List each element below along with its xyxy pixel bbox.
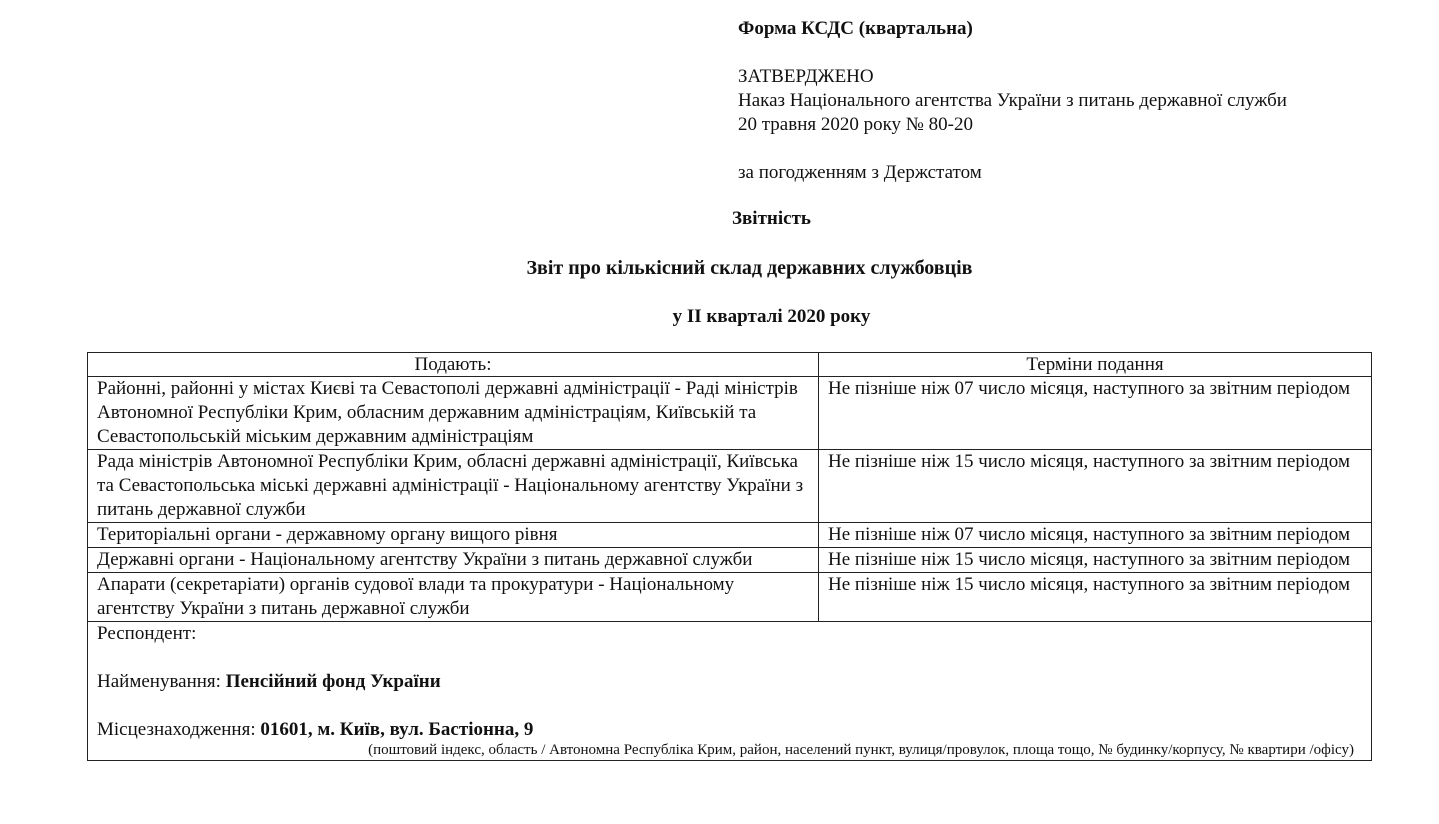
- table-row: [88, 573, 1372, 622]
- table-row: [88, 450, 1372, 523]
- deadline-cell: Не пізніше ніж 15 число місяця, наступного за звітним періодом: [819, 573, 1372, 622]
- report-period: у II кварталі 2020 року: [672, 306, 871, 327]
- order-line-2: 20 травня 2020 року № 80-20: [738, 114, 974, 135]
- deadline-cell: Не пізніше ніж 07 число місяця, наступного за звітним періодом: [819, 523, 1372, 548]
- approval-block: [738, 65, 1418, 137]
- respondent-cell: [88, 622, 1372, 761]
- table-row: [88, 377, 1372, 450]
- table-row: [88, 548, 1372, 573]
- form-title: Форма КСДС (квартальна): [738, 18, 973, 39]
- submission-table: [87, 352, 1372, 761]
- respondent-location-line: [97, 718, 1362, 742]
- submitter-cell: Районні, районні у містах Києві та Севастополі державні адміністрації - Раді міністрів Автономної Республіки Крим, обласним державним адміністраціям, Київській та Севастопольській міським державним адміністраціям: [88, 377, 819, 450]
- respondent-name-line: [97, 670, 1362, 694]
- reporting-heading: Звітність: [732, 208, 811, 229]
- submitter-cell: Рада міністрів Автономної Республіки Крим, обласні державні адміністрації, Київська та Севастопольська міські державні адміністрації - Національному агентству України з питань державної служби: [88, 450, 819, 523]
- submitter-cell: Державні органи - Національному агентству України з питань державної служби: [88, 548, 819, 573]
- submitter-cell: Територіальні органи - державному органу вищого рівня: [88, 523, 819, 548]
- respondent-label: Респондент:: [97, 623, 197, 644]
- respondent-row: [88, 622, 1372, 761]
- header-submitters: Подають:: [88, 353, 819, 377]
- table-header-row: [88, 353, 1372, 377]
- location-label: Місцезнаходження:: [97, 719, 261, 740]
- form-header: [738, 17, 1418, 185]
- approved-label: ЗАТВЕРДЖЕНО: [738, 66, 874, 87]
- report-title: Звіт про кількісний склад державних службовців: [526, 257, 973, 279]
- order-line-1: Наказ Національного агентства України з питань державної служби: [738, 90, 1287, 111]
- deadline-cell: Не пізніше ніж 15 число місяця, наступного за звітним періодом: [819, 548, 1372, 573]
- header-deadlines: Терміни подання: [819, 353, 1372, 377]
- location-value: 01601, м. Київ, вул. Бастіонна, 9: [260, 719, 534, 740]
- address-note: (поштовий індекс, область / Автономна Республіка Крим, район, населений пункт, вулиця/провулок, площа тощо, № будинку/корпусу, № квартири /офісу): [368, 742, 1354, 758]
- table-row: [88, 523, 1372, 548]
- agreement-note: за погодженням з Держстатом: [738, 162, 982, 183]
- submitter-cell: Апарати (секретаріати) органів судової влади та прокуратури - Національному агентству України з питань державної служби: [88, 573, 819, 622]
- name-value: Пенсійний фонд України: [225, 671, 441, 692]
- name-label: Найменування:: [97, 671, 226, 692]
- deadline-cell: Не пізніше ніж 07 число місяця, наступного за звітним періодом: [819, 377, 1372, 450]
- deadline-cell: Не пізніше ніж 15 число місяця, наступного за звітним періодом: [819, 450, 1372, 523]
